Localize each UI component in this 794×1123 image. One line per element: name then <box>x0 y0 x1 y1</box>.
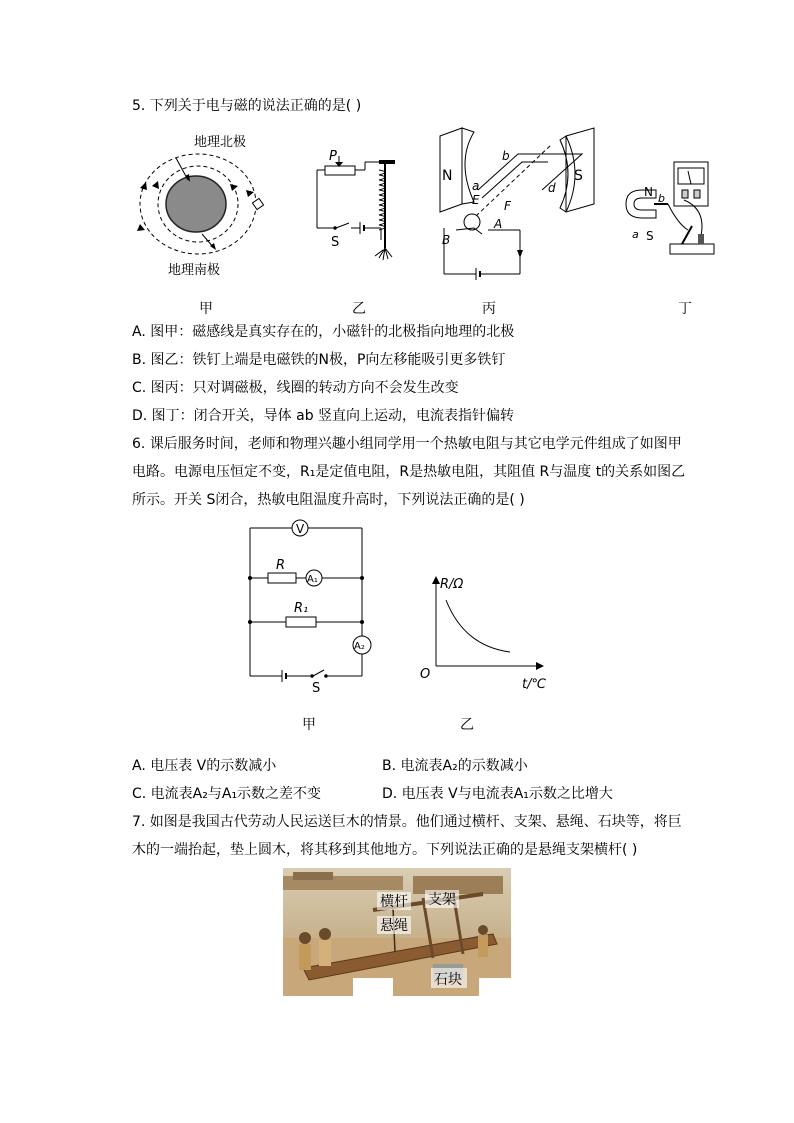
caption-q6-yi: 乙 <box>460 717 474 733</box>
caption-bing: 丙 <box>482 301 496 317</box>
q6-stem-line-2: 电路。电源电压恒定不变，R₁是定值电阻，R是热敏电阻，其阻值 R与温度 t的关系如图乙 <box>132 464 686 480</box>
q6-figure-yi-graph <box>414 570 554 694</box>
label-ding-s: S <box>646 229 654 243</box>
q6-option-d: D. 电压表 V与电流表A₁示数之比增大 <box>382 786 613 802</box>
label-ding-b: b <box>658 192 665 205</box>
label-voltmeter-v: V <box>296 522 305 536</box>
label-e: E <box>472 193 480 207</box>
label-origin: O <box>420 667 431 682</box>
label-magnet-n: N <box>442 168 453 184</box>
label-f: F <box>504 199 511 213</box>
label-magnet-s: S <box>574 168 583 184</box>
label-bb: B <box>442 233 451 247</box>
label-y-axis: R/Ω <box>440 577 464 592</box>
label-ding-a: a <box>632 228 639 241</box>
label-r: R <box>276 558 286 573</box>
q7-illustration <box>283 868 511 996</box>
q7-stem-line-2: 木的一端抬起，垫上圆木，将其移到其他地方。下列说法正确的是悬绳支架横杆( ) <box>132 842 638 858</box>
photo-label-rope: 悬绳 <box>380 918 408 934</box>
label-south-pole: 地理南极 <box>168 263 221 278</box>
label-switch-s: S <box>331 235 340 250</box>
label-ammeter-a2: A₂ <box>354 641 365 652</box>
label-a: a <box>472 179 480 193</box>
q6-option-b: B. 电流表A₂的示数减小 <box>382 758 528 774</box>
label-aa: A <box>494 217 503 231</box>
label-x-axis: t/℃ <box>522 677 547 692</box>
label-north-pole: 地理北极 <box>194 135 247 150</box>
label-ding-n: N <box>644 185 653 199</box>
q5-option-c: C. 图丙：只对调磁极，线圈的转动方向不会发生改变 <box>132 380 459 396</box>
photo-label-support: 支架 <box>428 892 456 908</box>
label-d: d <box>548 181 556 195</box>
caption-yi: 乙 <box>352 301 366 317</box>
q6-option-c: C. 电流表A₂与A₁示数之差不变 <box>132 786 322 802</box>
caption-jia: 甲 <box>199 301 213 317</box>
q5-figure-jia <box>128 126 268 286</box>
q6-option-a: A. 电压表 V的示数减小 <box>132 758 277 774</box>
label-p: P <box>329 150 337 164</box>
q6-stem-line-1: 6. 课后服务时间，老师和物理兴趣小组同学用一个热敏电阻与其它电学元件组成了如图甲 <box>132 436 682 452</box>
label-switch-s: S <box>312 681 321 692</box>
q5-option-a: A. 图甲：磁感线是真实存在的，小磁针的北极指向地理的北极 <box>132 324 515 340</box>
label-r1: R₁ <box>294 601 309 616</box>
q5-figure-bing <box>432 126 612 286</box>
photo-label-stone: 石块 <box>434 972 462 988</box>
photo-label-lever: 横杆 <box>380 894 408 910</box>
q7-stem-line-1: 7. 如图是我国古代劳动人民运送巨木的情景。他们通过横杆、支架、悬绳、石块等，将巨 <box>132 814 682 830</box>
q5-option-d: D. 图丁：闭合开关，导体 ab 竖直向上运动，电流表指针偏转 <box>132 408 515 424</box>
q6-stem-line-3: 所示。开关 S闭合，热敏电阻温度升高时，下列说法正确的是( ) <box>132 492 525 508</box>
q6-figure-jia-circuit <box>240 512 380 692</box>
q5-figure-yi <box>305 150 415 270</box>
q5-stem: 5. 下列关于电与磁的说法正确的是( ) <box>132 98 362 114</box>
caption-q6-jia: 甲 <box>302 717 316 733</box>
q5-option-b: B. 图乙：铁钉上端是电磁铁的N极，P向左移能吸引更多铁钉 <box>132 352 506 368</box>
q5-figure-ding <box>618 160 718 270</box>
caption-ding: 丁 <box>678 301 692 317</box>
label-b: b <box>502 149 510 163</box>
label-ammeter-a1: A₁ <box>307 574 318 585</box>
